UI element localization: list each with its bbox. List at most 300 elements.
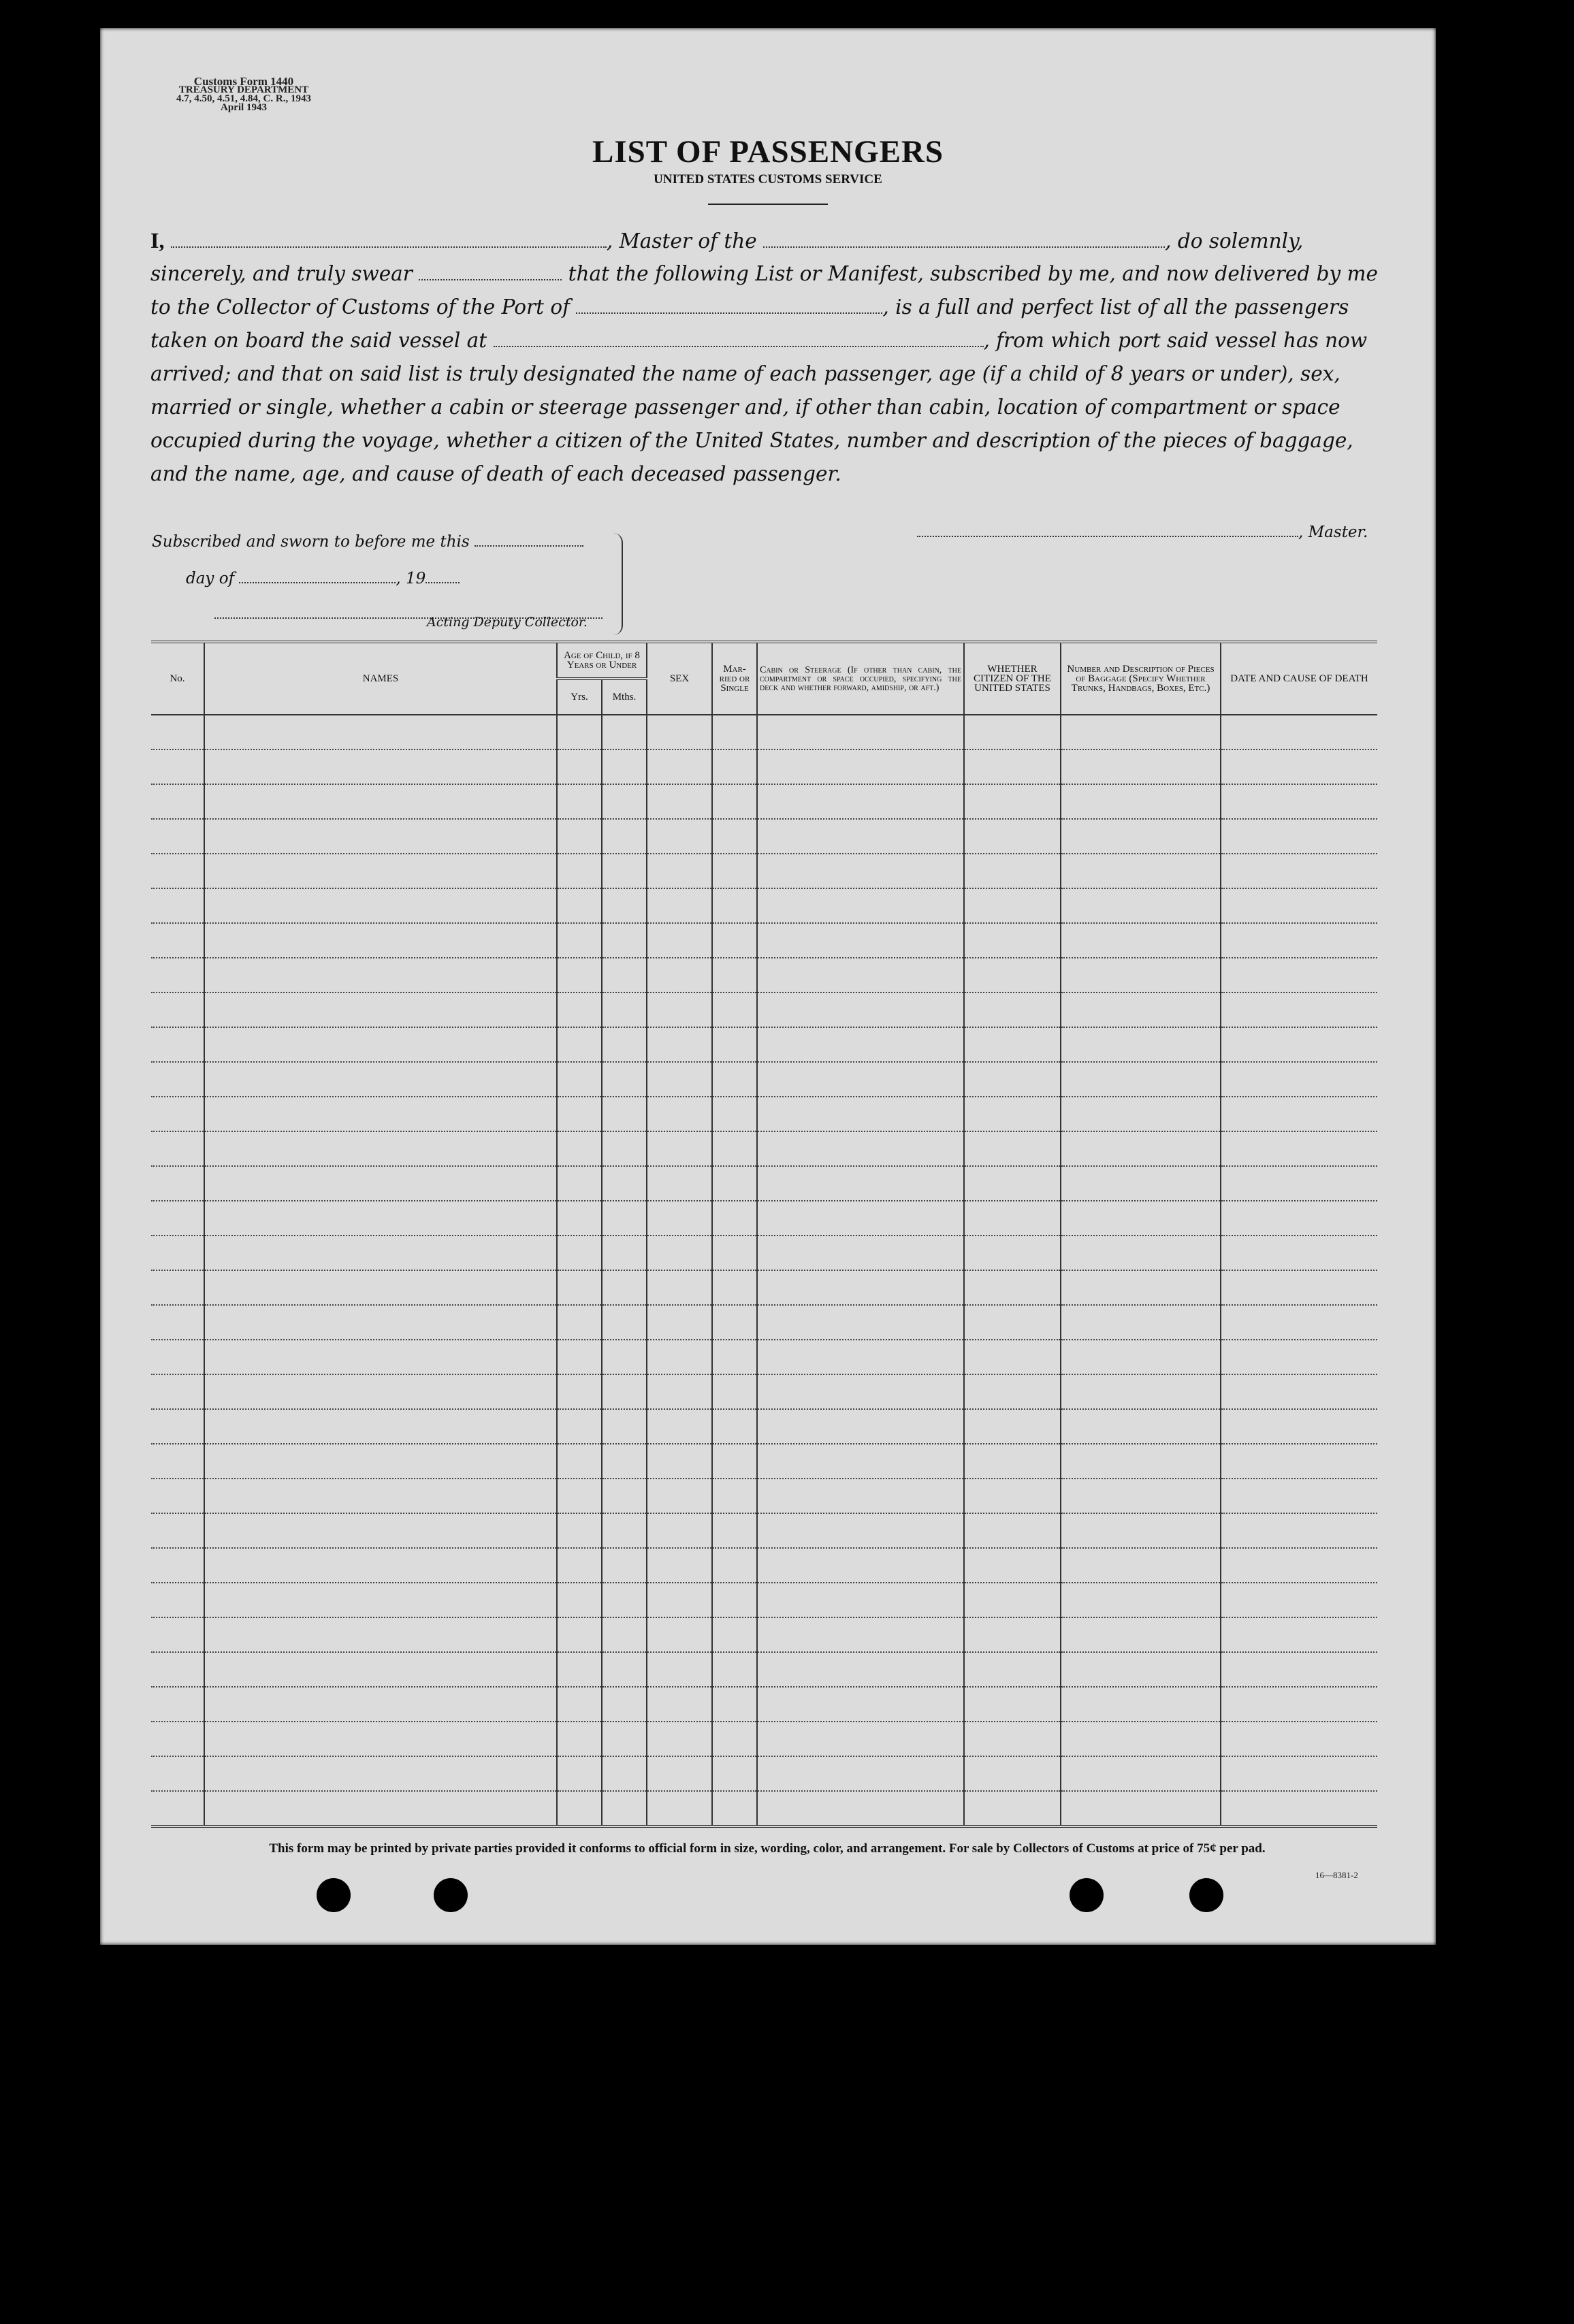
table-cell[interactable] bbox=[647, 1652, 712, 1687]
table-cell[interactable] bbox=[557, 715, 602, 749]
table-cell[interactable] bbox=[1221, 1791, 1377, 1826]
table-cell[interactable] bbox=[757, 1097, 964, 1131]
table-cell[interactable] bbox=[712, 1374, 757, 1409]
table-cell[interactable] bbox=[204, 1201, 557, 1236]
table-cell[interactable] bbox=[964, 958, 1061, 992]
table-cell[interactable] bbox=[1061, 1479, 1221, 1513]
table-cell[interactable] bbox=[151, 1097, 204, 1131]
table-cell[interactable] bbox=[151, 1513, 204, 1548]
table-cell[interactable] bbox=[1061, 1687, 1221, 1722]
table-cell[interactable] bbox=[964, 992, 1061, 1027]
table-cell[interactable] bbox=[712, 1479, 757, 1513]
table-cell[interactable] bbox=[204, 1479, 557, 1513]
table-cell[interactable] bbox=[151, 749, 204, 784]
table-cell[interactable] bbox=[1061, 854, 1221, 888]
table-cell[interactable] bbox=[557, 1479, 602, 1513]
table-cell[interactable] bbox=[151, 1201, 204, 1236]
table-cell[interactable] bbox=[647, 992, 712, 1027]
table-cell[interactable] bbox=[1061, 1617, 1221, 1652]
table-cell[interactable] bbox=[757, 1479, 964, 1513]
table-cell[interactable] bbox=[647, 1340, 712, 1374]
table-cell[interactable] bbox=[1221, 1131, 1377, 1166]
table-cell[interactable] bbox=[204, 992, 557, 1027]
table-cell[interactable] bbox=[757, 1513, 964, 1548]
table-cell[interactable] bbox=[1221, 1756, 1377, 1791]
table-cell[interactable] bbox=[1061, 715, 1221, 749]
table-cell[interactable] bbox=[712, 1062, 757, 1097]
table-cell[interactable] bbox=[557, 1548, 602, 1583]
table-cell[interactable] bbox=[602, 784, 647, 819]
table-cell[interactable] bbox=[964, 1374, 1061, 1409]
table-cell[interactable] bbox=[557, 1201, 602, 1236]
table-cell[interactable] bbox=[1221, 1409, 1377, 1444]
table-cell[interactable] bbox=[647, 1583, 712, 1617]
table-cell[interactable] bbox=[712, 1097, 757, 1131]
table-cell[interactable] bbox=[1221, 819, 1377, 854]
table-cell[interactable] bbox=[757, 1409, 964, 1444]
table-cell[interactable] bbox=[647, 1027, 712, 1062]
table-cell[interactable] bbox=[1221, 1062, 1377, 1097]
table-cell[interactable] bbox=[1061, 1374, 1221, 1409]
table-cell[interactable] bbox=[204, 1548, 557, 1583]
table-cell[interactable] bbox=[602, 1652, 647, 1687]
table-cell[interactable] bbox=[151, 819, 204, 854]
table-cell[interactable] bbox=[557, 923, 602, 958]
table-cell[interactable] bbox=[602, 1791, 647, 1826]
table-cell[interactable] bbox=[204, 819, 557, 854]
table-cell[interactable] bbox=[557, 1513, 602, 1548]
table-cell[interactable] bbox=[204, 1687, 557, 1722]
table-cell[interactable] bbox=[964, 1305, 1061, 1340]
table-cell[interactable] bbox=[1221, 1374, 1377, 1409]
table-cell[interactable] bbox=[151, 1374, 204, 1409]
table-cell[interactable] bbox=[964, 1513, 1061, 1548]
table-cell[interactable] bbox=[602, 958, 647, 992]
table-cell[interactable] bbox=[712, 1756, 757, 1791]
table-cell[interactable] bbox=[1061, 923, 1221, 958]
table-cell[interactable] bbox=[204, 854, 557, 888]
table-cell[interactable] bbox=[602, 888, 647, 923]
table-cell[interactable] bbox=[964, 1236, 1061, 1270]
table-cell[interactable] bbox=[1221, 784, 1377, 819]
table-cell[interactable] bbox=[757, 1236, 964, 1270]
table-cell[interactable] bbox=[647, 1374, 712, 1409]
table-cell[interactable] bbox=[204, 1097, 557, 1131]
table-cell[interactable] bbox=[204, 923, 557, 958]
table-cell[interactable] bbox=[647, 1236, 712, 1270]
table-cell[interactable] bbox=[204, 1444, 557, 1479]
table-cell[interactable] bbox=[1061, 1340, 1221, 1374]
table-cell[interactable] bbox=[204, 888, 557, 923]
table-cell[interactable] bbox=[557, 1617, 602, 1652]
table-cell[interactable] bbox=[602, 1062, 647, 1097]
table-cell[interactable] bbox=[757, 854, 964, 888]
table-cell[interactable] bbox=[964, 1722, 1061, 1756]
table-cell[interactable] bbox=[151, 1409, 204, 1444]
table-cell[interactable] bbox=[204, 1617, 557, 1652]
table-cell[interactable] bbox=[964, 1652, 1061, 1687]
table-cell[interactable] bbox=[204, 1305, 557, 1340]
table-cell[interactable] bbox=[557, 1687, 602, 1722]
table-cell[interactable] bbox=[602, 1617, 647, 1652]
table-cell[interactable] bbox=[712, 854, 757, 888]
table-cell[interactable] bbox=[602, 1444, 647, 1479]
table-cell[interactable] bbox=[712, 992, 757, 1027]
table-cell[interactable] bbox=[647, 854, 712, 888]
table-cell[interactable] bbox=[557, 1409, 602, 1444]
table-cell[interactable] bbox=[1061, 1583, 1221, 1617]
table-cell[interactable] bbox=[1061, 1305, 1221, 1340]
table-cell[interactable] bbox=[647, 1097, 712, 1131]
table-cell[interactable] bbox=[1221, 1687, 1377, 1722]
table-cell[interactable] bbox=[1061, 1548, 1221, 1583]
table-cell[interactable] bbox=[151, 1131, 204, 1166]
table-cell[interactable] bbox=[151, 1062, 204, 1097]
table-cell[interactable] bbox=[1061, 1236, 1221, 1270]
table-cell[interactable] bbox=[204, 1270, 557, 1305]
table-cell[interactable] bbox=[647, 1479, 712, 1513]
table-cell[interactable] bbox=[647, 958, 712, 992]
table-cell[interactable] bbox=[712, 1791, 757, 1826]
table-cell[interactable] bbox=[557, 1722, 602, 1756]
table-cell[interactable] bbox=[1221, 992, 1377, 1027]
table-cell[interactable] bbox=[1061, 1131, 1221, 1166]
table-cell[interactable] bbox=[964, 1583, 1061, 1617]
table-cell[interactable] bbox=[712, 1722, 757, 1756]
table-cell[interactable] bbox=[1221, 854, 1377, 888]
table-cell[interactable] bbox=[1221, 1513, 1377, 1548]
table-cell[interactable] bbox=[647, 715, 712, 749]
table-cell[interactable] bbox=[1061, 1201, 1221, 1236]
table-cell[interactable] bbox=[204, 715, 557, 749]
table-cell[interactable] bbox=[1061, 1166, 1221, 1201]
table-cell[interactable] bbox=[1061, 1062, 1221, 1097]
table-cell[interactable] bbox=[964, 923, 1061, 958]
table-cell[interactable] bbox=[1061, 888, 1221, 923]
table-cell[interactable] bbox=[602, 1687, 647, 1722]
table-cell[interactable] bbox=[151, 1027, 204, 1062]
table-cell[interactable] bbox=[557, 1340, 602, 1374]
table-cell[interactable] bbox=[647, 1548, 712, 1583]
table-cell[interactable] bbox=[757, 1444, 964, 1479]
table-cell[interactable] bbox=[964, 1791, 1061, 1826]
table-cell[interactable] bbox=[1061, 992, 1221, 1027]
table-cell[interactable] bbox=[1221, 1617, 1377, 1652]
table-cell[interactable] bbox=[1221, 1166, 1377, 1201]
table-cell[interactable] bbox=[964, 1409, 1061, 1444]
table-cell[interactable] bbox=[1221, 1444, 1377, 1479]
table-cell[interactable] bbox=[151, 1236, 204, 1270]
table-cell[interactable] bbox=[557, 749, 602, 784]
table-cell[interactable] bbox=[964, 1756, 1061, 1791]
table-cell[interactable] bbox=[151, 888, 204, 923]
table-cell[interactable] bbox=[557, 1374, 602, 1409]
table-cell[interactable] bbox=[757, 1583, 964, 1617]
table-cell[interactable] bbox=[204, 1374, 557, 1409]
table-cell[interactable] bbox=[557, 1791, 602, 1826]
table-cell[interactable] bbox=[151, 1270, 204, 1305]
table-cell[interactable] bbox=[712, 1027, 757, 1062]
table-cell[interactable] bbox=[151, 1617, 204, 1652]
table-cell[interactable] bbox=[1221, 923, 1377, 958]
table-cell[interactable] bbox=[557, 1270, 602, 1305]
table-cell[interactable] bbox=[964, 1131, 1061, 1166]
table-cell[interactable] bbox=[204, 1513, 557, 1548]
table-cell[interactable] bbox=[557, 1131, 602, 1166]
table-cell[interactable] bbox=[647, 1617, 712, 1652]
table-cell[interactable] bbox=[557, 1583, 602, 1617]
table-cell[interactable] bbox=[602, 1374, 647, 1409]
table-cell[interactable] bbox=[557, 1236, 602, 1270]
table-cell[interactable] bbox=[602, 1097, 647, 1131]
table-cell[interactable] bbox=[712, 1131, 757, 1166]
table-cell[interactable] bbox=[647, 1409, 712, 1444]
table-cell[interactable] bbox=[964, 1340, 1061, 1374]
table-cell[interactable] bbox=[557, 784, 602, 819]
table-cell[interactable] bbox=[557, 1097, 602, 1131]
table-cell[interactable] bbox=[647, 784, 712, 819]
table-cell[interactable] bbox=[602, 1722, 647, 1756]
table-cell[interactable] bbox=[602, 1131, 647, 1166]
table-cell[interactable] bbox=[712, 1652, 757, 1687]
table-cell[interactable] bbox=[1221, 1548, 1377, 1583]
table-cell[interactable] bbox=[602, 1583, 647, 1617]
table-cell[interactable] bbox=[647, 819, 712, 854]
table-cell[interactable] bbox=[712, 749, 757, 784]
table-cell[interactable] bbox=[712, 1409, 757, 1444]
table-cell[interactable] bbox=[1061, 1097, 1221, 1131]
table-cell[interactable] bbox=[557, 1027, 602, 1062]
table-cell[interactable] bbox=[712, 1548, 757, 1583]
table-cell[interactable] bbox=[757, 923, 964, 958]
table-cell[interactable] bbox=[1221, 1027, 1377, 1062]
table-cell[interactable] bbox=[647, 1722, 712, 1756]
table-cell[interactable] bbox=[151, 784, 204, 819]
table-cell[interactable] bbox=[757, 888, 964, 923]
table-cell[interactable] bbox=[151, 958, 204, 992]
table-cell[interactable] bbox=[1221, 1340, 1377, 1374]
table-cell[interactable] bbox=[1061, 958, 1221, 992]
table-cell[interactable] bbox=[1061, 1027, 1221, 1062]
table-cell[interactable] bbox=[964, 749, 1061, 784]
table-cell[interactable] bbox=[151, 1722, 204, 1756]
table-cell[interactable] bbox=[647, 1166, 712, 1201]
table-cell[interactable] bbox=[712, 1444, 757, 1479]
table-cell[interactable] bbox=[964, 784, 1061, 819]
table-cell[interactable] bbox=[602, 1756, 647, 1791]
table-cell[interactable] bbox=[1221, 888, 1377, 923]
table-cell[interactable] bbox=[204, 1756, 557, 1791]
table-cell[interactable] bbox=[1061, 1756, 1221, 1791]
table-cell[interactable] bbox=[647, 1062, 712, 1097]
table-cell[interactable] bbox=[712, 1305, 757, 1340]
table-cell[interactable] bbox=[602, 1479, 647, 1513]
table-cell[interactable] bbox=[757, 958, 964, 992]
table-cell[interactable] bbox=[602, 854, 647, 888]
table-cell[interactable] bbox=[964, 1444, 1061, 1479]
table-cell[interactable] bbox=[1061, 784, 1221, 819]
table-cell[interactable] bbox=[757, 1201, 964, 1236]
table-cell[interactable] bbox=[757, 1756, 964, 1791]
table-cell[interactable] bbox=[557, 1305, 602, 1340]
table-cell[interactable] bbox=[602, 749, 647, 784]
table-cell[interactable] bbox=[557, 888, 602, 923]
table-cell[interactable] bbox=[647, 1791, 712, 1826]
table-cell[interactable] bbox=[602, 1513, 647, 1548]
table-cell[interactable] bbox=[964, 1201, 1061, 1236]
table-cell[interactable] bbox=[151, 1305, 204, 1340]
table-cell[interactable] bbox=[964, 1097, 1061, 1131]
table-cell[interactable] bbox=[712, 1270, 757, 1305]
table-cell[interactable] bbox=[964, 1617, 1061, 1652]
table-cell[interactable] bbox=[204, 1236, 557, 1270]
table-cell[interactable] bbox=[602, 1166, 647, 1201]
table-cell[interactable] bbox=[757, 784, 964, 819]
table-cell[interactable] bbox=[557, 1166, 602, 1201]
table-cell[interactable] bbox=[204, 1652, 557, 1687]
table-cell[interactable] bbox=[964, 1548, 1061, 1583]
table-cell[interactable] bbox=[1221, 1097, 1377, 1131]
table-cell[interactable] bbox=[712, 1166, 757, 1201]
table-cell[interactable] bbox=[602, 1236, 647, 1270]
table-cell[interactable] bbox=[712, 1583, 757, 1617]
table-cell[interactable] bbox=[647, 1131, 712, 1166]
table-cell[interactable] bbox=[151, 1687, 204, 1722]
table-cell[interactable] bbox=[1061, 1270, 1221, 1305]
table-cell[interactable] bbox=[647, 1270, 712, 1305]
table-cell[interactable] bbox=[204, 1340, 557, 1374]
table-cell[interactable] bbox=[964, 888, 1061, 923]
table-cell[interactable] bbox=[151, 1340, 204, 1374]
table-cell[interactable] bbox=[757, 1027, 964, 1062]
table-cell[interactable] bbox=[151, 1444, 204, 1479]
table-cell[interactable] bbox=[151, 992, 204, 1027]
table-cell[interactable] bbox=[204, 1166, 557, 1201]
table-cell[interactable] bbox=[1061, 1444, 1221, 1479]
table-cell[interactable] bbox=[647, 1513, 712, 1548]
table-cell[interactable] bbox=[602, 1340, 647, 1374]
table-cell[interactable] bbox=[204, 1062, 557, 1097]
table-cell[interactable] bbox=[204, 784, 557, 819]
table-cell[interactable] bbox=[557, 854, 602, 888]
table-cell[interactable] bbox=[757, 1305, 964, 1340]
table-cell[interactable] bbox=[647, 1444, 712, 1479]
table-cell[interactable] bbox=[712, 1617, 757, 1652]
table-cell[interactable] bbox=[757, 992, 964, 1027]
table-cell[interactable] bbox=[964, 819, 1061, 854]
table-cell[interactable] bbox=[1221, 1583, 1377, 1617]
table-cell[interactable] bbox=[602, 1201, 647, 1236]
table-cell[interactable] bbox=[647, 749, 712, 784]
table-cell[interactable] bbox=[602, 923, 647, 958]
table-cell[interactable] bbox=[557, 1652, 602, 1687]
table-cell[interactable] bbox=[204, 1027, 557, 1062]
table-cell[interactable] bbox=[757, 715, 964, 749]
table-cell[interactable] bbox=[712, 715, 757, 749]
table-cell[interactable] bbox=[204, 1131, 557, 1166]
table-cell[interactable] bbox=[757, 1374, 964, 1409]
table-cell[interactable] bbox=[602, 715, 647, 749]
table-cell[interactable] bbox=[1221, 1652, 1377, 1687]
table-cell[interactable] bbox=[557, 992, 602, 1027]
table-cell[interactable] bbox=[602, 819, 647, 854]
table-cell[interactable] bbox=[204, 1583, 557, 1617]
table-cell[interactable] bbox=[964, 1687, 1061, 1722]
table-cell[interactable] bbox=[204, 1791, 557, 1826]
table-cell[interactable] bbox=[1061, 749, 1221, 784]
table-cell[interactable] bbox=[964, 854, 1061, 888]
table-cell[interactable] bbox=[757, 1687, 964, 1722]
table-cell[interactable] bbox=[204, 1409, 557, 1444]
table-cell[interactable] bbox=[647, 1756, 712, 1791]
table-cell[interactable] bbox=[151, 1756, 204, 1791]
table-cell[interactable] bbox=[1221, 1270, 1377, 1305]
table-cell[interactable] bbox=[602, 1027, 647, 1062]
table-cell[interactable] bbox=[647, 888, 712, 923]
table-cell[interactable] bbox=[151, 1548, 204, 1583]
table-cell[interactable] bbox=[204, 958, 557, 992]
table-cell[interactable] bbox=[712, 1513, 757, 1548]
table-cell[interactable] bbox=[757, 1131, 964, 1166]
table-cell[interactable] bbox=[757, 1548, 964, 1583]
table-cell[interactable] bbox=[204, 749, 557, 784]
table-cell[interactable] bbox=[757, 819, 964, 854]
table-cell[interactable] bbox=[602, 992, 647, 1027]
table-cell[interactable] bbox=[602, 1409, 647, 1444]
table-cell[interactable] bbox=[557, 958, 602, 992]
table-cell[interactable] bbox=[1061, 1791, 1221, 1826]
table-cell[interactable] bbox=[1221, 958, 1377, 992]
table-cell[interactable] bbox=[1221, 749, 1377, 784]
table-cell[interactable] bbox=[1061, 1722, 1221, 1756]
table-cell[interactable] bbox=[712, 1687, 757, 1722]
table-cell[interactable] bbox=[1221, 1236, 1377, 1270]
table-cell[interactable] bbox=[151, 923, 204, 958]
table-cell[interactable] bbox=[1221, 1201, 1377, 1236]
table-cell[interactable] bbox=[647, 1201, 712, 1236]
table-cell[interactable] bbox=[557, 1444, 602, 1479]
table-cell[interactable] bbox=[602, 1305, 647, 1340]
table-cell[interactable] bbox=[964, 1479, 1061, 1513]
table-cell[interactable] bbox=[757, 1166, 964, 1201]
table-cell[interactable] bbox=[712, 1201, 757, 1236]
table-cell[interactable] bbox=[647, 923, 712, 958]
table-cell[interactable] bbox=[557, 819, 602, 854]
table-cell[interactable] bbox=[964, 1062, 1061, 1097]
table-cell[interactable] bbox=[151, 1791, 204, 1826]
table-cell[interactable] bbox=[757, 1062, 964, 1097]
table-cell[interactable] bbox=[602, 1548, 647, 1583]
table-cell[interactable] bbox=[757, 1617, 964, 1652]
table-cell[interactable] bbox=[151, 1166, 204, 1201]
table-cell[interactable] bbox=[151, 854, 204, 888]
table-cell[interactable] bbox=[757, 1652, 964, 1687]
table-cell[interactable] bbox=[1061, 1513, 1221, 1548]
table-cell[interactable] bbox=[151, 715, 204, 749]
table-cell[interactable] bbox=[1061, 819, 1221, 854]
table-cell[interactable] bbox=[1221, 1479, 1377, 1513]
table-cell[interactable] bbox=[1061, 1652, 1221, 1687]
table-cell[interactable] bbox=[757, 1791, 964, 1826]
table-cell[interactable] bbox=[964, 1166, 1061, 1201]
table-cell[interactable] bbox=[647, 1687, 712, 1722]
table-cell[interactable] bbox=[712, 888, 757, 923]
table-cell[interactable] bbox=[1221, 715, 1377, 749]
table-cell[interactable] bbox=[964, 1027, 1061, 1062]
table-cell[interactable] bbox=[647, 1305, 712, 1340]
table-cell[interactable] bbox=[964, 1270, 1061, 1305]
table-cell[interactable] bbox=[757, 749, 964, 784]
